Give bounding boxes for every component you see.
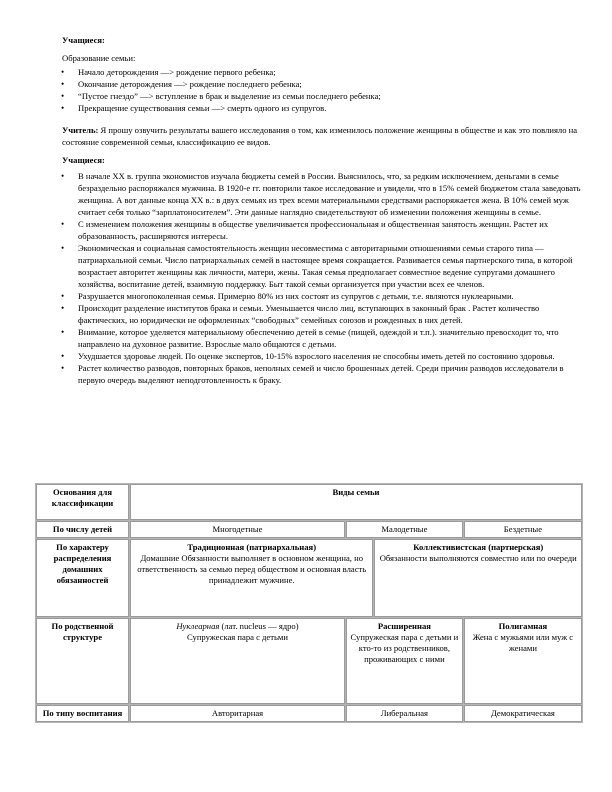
students-heading-2: Учащиеся: bbox=[62, 155, 105, 165]
table-row bbox=[36, 484, 582, 520]
list-item: • Экономическая и социальная самостоятельность женщин несовместима с авторитарными отношениями семьи старого типа — патриархальной семьи. Число патриархальных семей в настоящее время сокращается. Развивается семья партнерского типа, в которой возрастает авторитет женщины как личности, матери, жены. Такая семья предполагает совместное ведение супругами домашнего хозяйства, воспитание детей, взаимную поддержку. Быт такой семьи организуется при участии всех ее членов. bbox=[62, 242, 584, 290]
cell-childless: Бездетные bbox=[464, 521, 582, 538]
table-header-types: Виды семьи bbox=[130, 484, 582, 520]
extended-title: Расширенная bbox=[377, 621, 431, 631]
table-row bbox=[36, 705, 582, 722]
cell-extended bbox=[346, 618, 463, 704]
list-item: • С изменением положения женщины в обществе увеличивается профессиональная и общественная занятость женщин. Растет их образованность, расширяются интересы. bbox=[62, 218, 584, 242]
table-row bbox=[36, 539, 582, 617]
cell-nuclear bbox=[130, 618, 345, 704]
findings-list bbox=[62, 170, 584, 386]
cell-collectivist bbox=[374, 539, 582, 617]
polygamous-title: Полигамная bbox=[498, 621, 548, 631]
students-heading-1: Учащиеся: bbox=[62, 35, 105, 45]
family-stages-list bbox=[62, 66, 584, 114]
table-header-basis: Основания для классификации bbox=[36, 484, 129, 520]
row-label-duties: По характеру распределения домашних обязанностей bbox=[36, 539, 129, 617]
cell-traditional bbox=[130, 539, 373, 617]
list-item: • В начале XX в. группа экономистов изучала бюджеты семей в России. Выяснилось, что, за редким исключением, деньгами в семье безраздельно распоряжался мужчина. В 1920-е гг. повторили такое исследование и увидели, что в 15% семей бюджетом стала заведовать женщина. А вот данные конца XX в.: в двух семьях из трех всеми материальными средствами распоряжается жена. В 10% семей муж считает себя только “зарплатоносителем”. Эти данные наглядно свидетельствуют об изменении положения женщины в семье. bbox=[62, 170, 584, 218]
document-page bbox=[62, 34, 584, 386]
cell-few-children: Малодетные bbox=[346, 521, 463, 538]
row-label-kinship: По родственной структуре bbox=[36, 618, 129, 704]
collectivist-title: Коллективистская (партнерская) bbox=[413, 542, 544, 552]
extended-text: Супружеская пара с детьми и кто-то из родственников, проживающих с ними bbox=[350, 632, 459, 664]
polygamous-text: Жена с мужьями или муж с женами bbox=[472, 632, 574, 653]
list-item: • “Пустое гнездо” —> вступление в брак и выделение из семьи последнего ребенка; bbox=[62, 90, 584, 102]
traditional-title: Традиционная (патриархальная) bbox=[187, 542, 317, 552]
list-item: • Окончание деторождения —> рождение последнего ребенка; bbox=[62, 78, 584, 90]
row-label-children: По числу детей bbox=[36, 521, 129, 538]
traditional-text: Домашние Обязанности выполняет в основном женщина, но ответственность за семью перед обществом и основная власть принадлежит мужчине. bbox=[137, 553, 367, 585]
cell-authoritarian: Авторитарная bbox=[130, 705, 345, 722]
cell-many-children: Многодетные bbox=[130, 521, 345, 538]
collectivist-text: Обязанности выполняются совместно или по очереди bbox=[379, 553, 577, 563]
teacher-text: Я прошу озвучить результаты вашего исследования о том, как изменилось положение женщины в обществе и как это повлияло на состояние современной семьи, классификацию ее видов. bbox=[62, 125, 578, 147]
cell-democratic: Демократическая bbox=[464, 705, 582, 722]
family-types-table bbox=[35, 483, 583, 723]
list-item: • Прекращение существования семьи —> смерть одного из супругов. bbox=[62, 102, 584, 114]
nuclear-text: Супружеская пара с детьми bbox=[187, 632, 288, 642]
list-item: • Внимание, которое уделяется материальному обеспечению детей в семье (пищей, одеждой и т.п.). значительно превосходит то, что направлено на духовное развитие. Взрослые мало общаются с детьми. bbox=[62, 326, 584, 350]
list-item: • Происходит разделение институтов брака и семьи. Уменьшается число лиц, вступающих в законный брак . Растет количество фактических, но юридически не оформленных “свободных” семейных союзов и рожденных в них детей. bbox=[62, 302, 584, 326]
table-row bbox=[36, 521, 582, 538]
teacher-paragraph bbox=[62, 124, 584, 148]
list-item: • Начало деторождения —> рождение первого ребенка; bbox=[62, 66, 584, 78]
nuclear-title: Нуклеарная bbox=[176, 621, 220, 631]
list-item: • Ухудшается здоровье людей. По оценке экспертов, 10-15% взрослого населения не способны иметь детей по состоянию здоровья. bbox=[62, 350, 584, 362]
nuclear-note: (лат. nucleus — ядро) bbox=[219, 621, 299, 631]
row-label-upbringing: По типу воспитания bbox=[36, 705, 129, 722]
cell-liberal: Либеральная bbox=[346, 705, 463, 722]
cell-polygamous bbox=[464, 618, 582, 704]
table-row bbox=[36, 618, 582, 704]
list-item: • Растет количество разводов, повторных браков, неполных семей и число брошенных детей. Среди причин разводов исследователи в первую очередь выделяют неподготовленность к браку. bbox=[62, 362, 584, 386]
family-formation-intro: Образование семьи: bbox=[62, 53, 136, 63]
teacher-label: Учитель: bbox=[62, 125, 99, 135]
list-item: • Разрушается многопоколенная семья. Примерно 80% из них состоят из супругов с детьми, т.е. являются нуклеарными. bbox=[62, 290, 584, 302]
